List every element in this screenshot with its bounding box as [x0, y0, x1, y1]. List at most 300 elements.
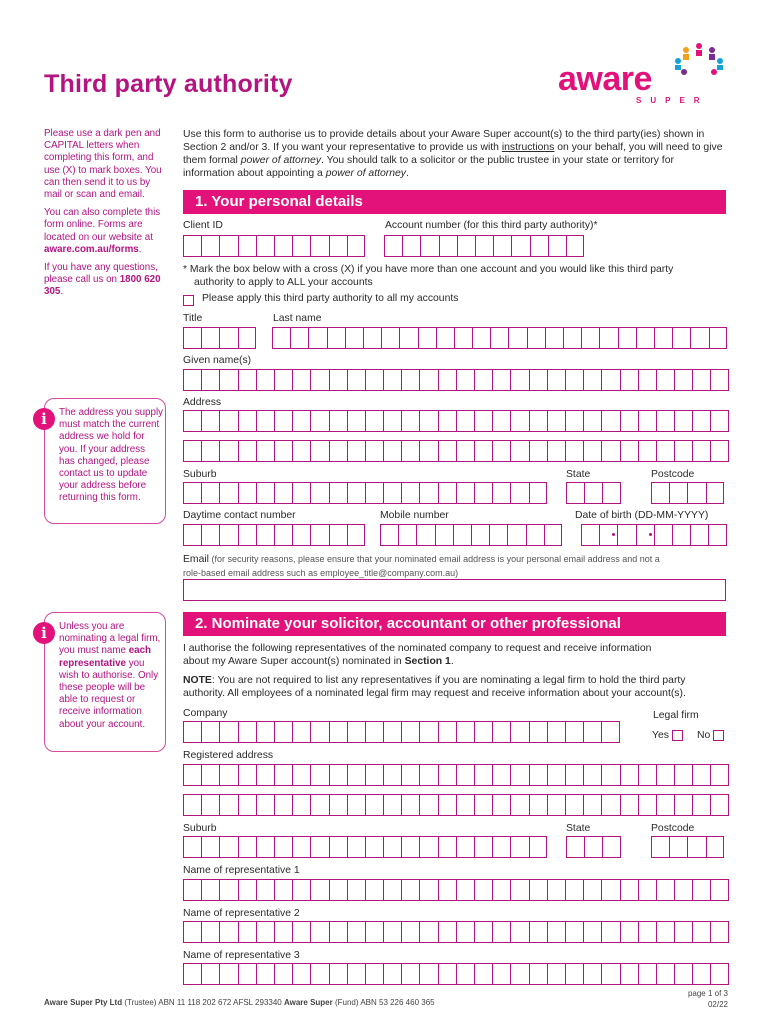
character-box[interactable]: [292, 410, 310, 432]
character-box[interactable]: [529, 410, 547, 432]
character-box[interactable]: [436, 327, 454, 349]
character-box[interactable]: [183, 327, 201, 349]
character-box[interactable]: [383, 921, 401, 943]
character-box[interactable]: [292, 764, 310, 786]
character-box[interactable]: [706, 482, 724, 504]
character-box[interactable]: [474, 879, 492, 901]
character-box[interactable]: [365, 879, 383, 901]
character-box[interactable]: [530, 235, 548, 257]
character-box[interactable]: [401, 369, 419, 391]
character-box[interactable]: [656, 879, 674, 901]
character-box[interactable]: [238, 410, 256, 432]
character-box[interactable]: [654, 524, 672, 546]
client-id-boxes[interactable]: [183, 235, 365, 257]
character-box[interactable]: [583, 794, 601, 816]
representative-2-boxes[interactable]: [183, 921, 729, 943]
character-box[interactable]: [601, 721, 619, 743]
character-box[interactable]: [219, 764, 237, 786]
character-box[interactable]: [529, 369, 547, 391]
character-box[interactable]: [438, 369, 456, 391]
character-box[interactable]: [310, 524, 328, 546]
character-box[interactable]: [329, 482, 347, 504]
character-box[interactable]: [492, 879, 510, 901]
character-box[interactable]: [638, 764, 656, 786]
character-box[interactable]: [510, 410, 528, 432]
character-box[interactable]: [583, 764, 601, 786]
character-box[interactable]: [706, 836, 724, 858]
character-box[interactable]: [274, 369, 292, 391]
character-box[interactable]: [674, 410, 692, 432]
character-box[interactable]: [219, 235, 237, 257]
character-box[interactable]: [529, 794, 547, 816]
character-box[interactable]: [419, 440, 437, 462]
character-box[interactable]: [201, 327, 219, 349]
character-box[interactable]: [547, 963, 565, 985]
address-line-1-boxes[interactable]: [183, 410, 729, 432]
character-box[interactable]: [310, 235, 328, 257]
character-box[interactable]: [456, 921, 474, 943]
character-box[interactable]: [651, 482, 669, 504]
character-box[interactable]: [183, 369, 201, 391]
character-box[interactable]: [709, 327, 727, 349]
character-box[interactable]: [310, 369, 328, 391]
character-box[interactable]: [201, 410, 219, 432]
character-box[interactable]: [474, 482, 492, 504]
character-box[interactable]: [292, 440, 310, 462]
character-box[interactable]: [583, 369, 601, 391]
character-box[interactable]: [201, 963, 219, 985]
character-box[interactable]: [329, 235, 347, 257]
character-box[interactable]: [183, 721, 201, 743]
given-names-boxes[interactable]: [183, 369, 729, 391]
character-box[interactable]: [329, 721, 347, 743]
representative-1-boxes[interactable]: [183, 879, 729, 901]
character-box[interactable]: [565, 721, 583, 743]
character-box[interactable]: [347, 440, 365, 462]
character-box[interactable]: [687, 482, 705, 504]
character-box[interactable]: [401, 879, 419, 901]
character-box[interactable]: [510, 836, 528, 858]
registered-address-line-1-boxes[interactable]: [183, 764, 729, 786]
character-box[interactable]: [492, 369, 510, 391]
character-box[interactable]: [510, 721, 528, 743]
character-box[interactable]: [692, 369, 710, 391]
character-box[interactable]: [183, 836, 201, 858]
character-box[interactable]: [438, 963, 456, 985]
character-box[interactable]: [529, 963, 547, 985]
address-line-2-boxes[interactable]: [183, 440, 729, 462]
character-box[interactable]: [419, 482, 437, 504]
character-box[interactable]: [347, 963, 365, 985]
company-postcode-boxes[interactable]: [651, 836, 724, 858]
character-box[interactable]: [507, 524, 525, 546]
character-box[interactable]: [583, 721, 601, 743]
character-box[interactable]: [656, 794, 674, 816]
character-box[interactable]: [256, 369, 274, 391]
character-box[interactable]: [674, 369, 692, 391]
character-box[interactable]: [256, 794, 274, 816]
character-box[interactable]: [490, 327, 508, 349]
character-box[interactable]: [256, 482, 274, 504]
legal-firm-yes-checkbox[interactable]: [672, 728, 683, 746]
character-box[interactable]: [310, 410, 328, 432]
character-box[interactable]: [365, 482, 383, 504]
character-box[interactable]: [238, 879, 256, 901]
character-box[interactable]: [439, 235, 457, 257]
character-box[interactable]: [529, 440, 547, 462]
character-box[interactable]: [566, 235, 584, 257]
character-box[interactable]: [456, 963, 474, 985]
character-box[interactable]: [292, 836, 310, 858]
character-box[interactable]: [310, 440, 328, 462]
character-box[interactable]: [435, 524, 453, 546]
character-box[interactable]: [453, 524, 471, 546]
character-box[interactable]: [583, 921, 601, 943]
character-box[interactable]: [238, 524, 256, 546]
character-box[interactable]: [617, 524, 635, 546]
character-box[interactable]: [183, 879, 201, 901]
character-box[interactable]: [201, 482, 219, 504]
character-box[interactable]: [566, 836, 584, 858]
character-box[interactable]: [238, 327, 256, 349]
character-box[interactable]: [602, 482, 620, 504]
character-box[interactable]: [238, 369, 256, 391]
character-box[interactable]: [674, 764, 692, 786]
character-box[interactable]: [669, 836, 687, 858]
character-box[interactable]: [636, 327, 654, 349]
character-box[interactable]: [401, 963, 419, 985]
character-box[interactable]: [219, 721, 237, 743]
character-box[interactable]: [274, 524, 292, 546]
character-box[interactable]: [345, 327, 363, 349]
character-box[interactable]: [601, 794, 619, 816]
character-box[interactable]: [674, 879, 692, 901]
character-box[interactable]: [529, 879, 547, 901]
character-box[interactable]: [710, 440, 728, 462]
character-box[interactable]: [547, 410, 565, 432]
character-box[interactable]: [401, 410, 419, 432]
character-box[interactable]: [329, 524, 347, 546]
character-box[interactable]: [272, 327, 290, 349]
character-box[interactable]: [329, 440, 347, 462]
registered-address-line-2-boxes[interactable]: [183, 794, 729, 816]
character-box[interactable]: [183, 524, 201, 546]
character-box[interactable]: [510, 879, 528, 901]
date-of-birth-boxes[interactable]: [581, 524, 727, 546]
character-box[interactable]: [456, 879, 474, 901]
character-box[interactable]: [687, 836, 705, 858]
character-box[interactable]: [219, 524, 237, 546]
character-box[interactable]: [492, 836, 510, 858]
character-box[interactable]: [292, 794, 310, 816]
character-box[interactable]: [238, 721, 256, 743]
character-box[interactable]: [510, 764, 528, 786]
character-box[interactable]: [419, 794, 437, 816]
character-box[interactable]: [620, 963, 638, 985]
character-box[interactable]: [438, 440, 456, 462]
character-box[interactable]: [416, 524, 434, 546]
character-box[interactable]: [347, 764, 365, 786]
character-box[interactable]: [292, 879, 310, 901]
character-box[interactable]: [327, 327, 345, 349]
character-box[interactable]: [692, 879, 710, 901]
character-box[interactable]: [583, 410, 601, 432]
character-box[interactable]: [183, 963, 201, 985]
character-box[interactable]: [620, 369, 638, 391]
character-box[interactable]: [347, 524, 365, 546]
character-box[interactable]: [347, 410, 365, 432]
character-box[interactable]: [292, 963, 310, 985]
character-box[interactable]: [438, 836, 456, 858]
character-box[interactable]: [690, 524, 708, 546]
character-box[interactable]: [438, 410, 456, 432]
character-box[interactable]: [329, 369, 347, 391]
daytime-number-boxes[interactable]: [183, 524, 365, 546]
character-box[interactable]: [363, 327, 381, 349]
character-box[interactable]: [474, 440, 492, 462]
character-box[interactable]: [457, 235, 475, 257]
character-box[interactable]: [710, 794, 728, 816]
character-box[interactable]: [419, 369, 437, 391]
character-box[interactable]: [383, 410, 401, 432]
character-box[interactable]: [656, 764, 674, 786]
character-box[interactable]: [201, 879, 219, 901]
character-box[interactable]: [638, 879, 656, 901]
character-box[interactable]: [620, 440, 638, 462]
character-box[interactable]: [402, 235, 420, 257]
character-box[interactable]: [620, 794, 638, 816]
character-box[interactable]: [365, 836, 383, 858]
character-box[interactable]: [219, 482, 237, 504]
character-box[interactable]: [238, 921, 256, 943]
character-box[interactable]: [601, 410, 619, 432]
company-boxes[interactable]: [183, 721, 620, 743]
character-box[interactable]: [183, 794, 201, 816]
character-box[interactable]: [383, 440, 401, 462]
character-box[interactable]: [365, 440, 383, 462]
character-box[interactable]: [656, 440, 674, 462]
apply-all-checkbox[interactable]: [183, 293, 194, 311]
character-box[interactable]: [456, 721, 474, 743]
character-box[interactable]: [672, 524, 690, 546]
character-box[interactable]: [584, 482, 602, 504]
character-box[interactable]: [672, 327, 690, 349]
character-box[interactable]: [274, 879, 292, 901]
character-box[interactable]: [418, 327, 436, 349]
character-box[interactable]: [601, 879, 619, 901]
character-box[interactable]: [511, 235, 529, 257]
character-box[interactable]: [510, 963, 528, 985]
character-box[interactable]: [201, 369, 219, 391]
character-box[interactable]: [584, 836, 602, 858]
character-box[interactable]: [292, 482, 310, 504]
character-box[interactable]: [674, 794, 692, 816]
character-box[interactable]: [599, 327, 617, 349]
character-box[interactable]: [638, 410, 656, 432]
character-box[interactable]: [674, 440, 692, 462]
character-box[interactable]: [219, 440, 237, 462]
character-box[interactable]: [620, 921, 638, 943]
character-box[interactable]: [419, 721, 437, 743]
character-box[interactable]: [510, 482, 528, 504]
character-box[interactable]: [238, 440, 256, 462]
character-box[interactable]: [601, 764, 619, 786]
character-box[interactable]: [710, 963, 728, 985]
last-name-boxes[interactable]: [272, 327, 727, 349]
character-box[interactable]: [656, 369, 674, 391]
character-box[interactable]: [238, 963, 256, 985]
account-number-boxes[interactable]: [384, 235, 584, 257]
character-box[interactable]: [456, 369, 474, 391]
character-box[interactable]: [526, 524, 544, 546]
character-box[interactable]: [601, 921, 619, 943]
character-box[interactable]: [219, 794, 237, 816]
character-box[interactable]: [201, 764, 219, 786]
character-box[interactable]: [510, 440, 528, 462]
representative-3-boxes[interactable]: [183, 963, 729, 985]
character-box[interactable]: [256, 524, 274, 546]
character-box[interactable]: [329, 879, 347, 901]
character-box[interactable]: [329, 836, 347, 858]
character-box[interactable]: [256, 440, 274, 462]
character-box[interactable]: [508, 327, 526, 349]
character-box[interactable]: [219, 410, 237, 432]
character-box[interactable]: [474, 794, 492, 816]
character-box[interactable]: [529, 721, 547, 743]
postcode-boxes[interactable]: [651, 482, 724, 504]
character-box[interactable]: [274, 794, 292, 816]
suburb-boxes[interactable]: [183, 482, 547, 504]
character-box[interactable]: [310, 921, 328, 943]
character-box[interactable]: [290, 327, 308, 349]
character-box[interactable]: [219, 836, 237, 858]
character-box[interactable]: [183, 235, 201, 257]
character-box[interactable]: [201, 794, 219, 816]
character-box[interactable]: [474, 764, 492, 786]
character-box[interactable]: [474, 410, 492, 432]
character-box[interactable]: [581, 327, 599, 349]
character-box[interactable]: [365, 921, 383, 943]
character-box[interactable]: [669, 482, 687, 504]
character-box[interactable]: [274, 482, 292, 504]
character-box[interactable]: [183, 764, 201, 786]
character-box[interactable]: [383, 963, 401, 985]
character-box[interactable]: [183, 482, 201, 504]
character-box[interactable]: [692, 921, 710, 943]
character-box[interactable]: [456, 794, 474, 816]
character-box[interactable]: [656, 963, 674, 985]
character-box[interactable]: [292, 721, 310, 743]
character-box[interactable]: [692, 410, 710, 432]
character-box[interactable]: [566, 482, 584, 504]
character-box[interactable]: [219, 327, 237, 349]
character-box[interactable]: [419, 963, 437, 985]
character-box[interactable]: [256, 836, 274, 858]
character-box[interactable]: [547, 721, 565, 743]
character-box[interactable]: [692, 440, 710, 462]
character-box[interactable]: [365, 369, 383, 391]
character-box[interactable]: [310, 963, 328, 985]
character-box[interactable]: [383, 369, 401, 391]
character-box[interactable]: [292, 921, 310, 943]
character-box[interactable]: [310, 879, 328, 901]
character-box[interactable]: [219, 879, 237, 901]
character-box[interactable]: [565, 794, 583, 816]
character-box[interactable]: [620, 879, 638, 901]
title-boxes[interactable]: [183, 327, 256, 349]
character-box[interactable]: [493, 235, 511, 257]
character-box[interactable]: [347, 369, 365, 391]
character-box[interactable]: [201, 721, 219, 743]
character-box[interactable]: [183, 410, 201, 432]
character-box[interactable]: [654, 327, 672, 349]
character-box[interactable]: [638, 921, 656, 943]
character-box[interactable]: [401, 482, 419, 504]
character-box[interactable]: [420, 235, 438, 257]
character-box[interactable]: [565, 764, 583, 786]
character-box[interactable]: [565, 921, 583, 943]
character-box[interactable]: [256, 410, 274, 432]
character-box[interactable]: [581, 524, 599, 546]
character-box[interactable]: [201, 921, 219, 943]
character-box[interactable]: [638, 794, 656, 816]
character-box[interactable]: [256, 963, 274, 985]
character-box[interactable]: [474, 369, 492, 391]
company-state-boxes[interactable]: [566, 836, 621, 858]
company-suburb-boxes[interactable]: [183, 836, 547, 858]
character-box[interactable]: [638, 369, 656, 391]
phone-number[interactable]: 1800 620 305: [44, 274, 161, 298]
character-box[interactable]: [492, 440, 510, 462]
character-box[interactable]: [365, 963, 383, 985]
character-box[interactable]: [527, 327, 545, 349]
character-box[interactable]: [308, 327, 326, 349]
character-box[interactable]: [456, 410, 474, 432]
character-box[interactable]: [690, 327, 708, 349]
character-box[interactable]: [219, 369, 237, 391]
character-box[interactable]: [456, 440, 474, 462]
character-box[interactable]: [456, 836, 474, 858]
character-box[interactable]: [274, 963, 292, 985]
character-box[interactable]: [583, 963, 601, 985]
character-box[interactable]: [620, 764, 638, 786]
character-box[interactable]: [474, 721, 492, 743]
character-box[interactable]: [456, 482, 474, 504]
character-box[interactable]: [563, 327, 581, 349]
character-box[interactable]: [601, 369, 619, 391]
character-box[interactable]: [401, 440, 419, 462]
character-box[interactable]: [544, 524, 562, 546]
character-box[interactable]: [438, 721, 456, 743]
character-box[interactable]: [274, 921, 292, 943]
character-box[interactable]: [292, 524, 310, 546]
character-box[interactable]: [274, 721, 292, 743]
character-box[interactable]: [383, 836, 401, 858]
character-box[interactable]: [492, 482, 510, 504]
character-box[interactable]: [547, 921, 565, 943]
character-box[interactable]: [454, 327, 472, 349]
character-box[interactable]: [274, 235, 292, 257]
character-box[interactable]: [329, 921, 347, 943]
character-box[interactable]: [310, 482, 328, 504]
character-box[interactable]: [492, 794, 510, 816]
character-box[interactable]: [529, 764, 547, 786]
character-box[interactable]: [383, 764, 401, 786]
email-input[interactable]: [183, 579, 726, 601]
character-box[interactable]: [419, 879, 437, 901]
character-box[interactable]: [545, 327, 563, 349]
character-box[interactable]: [347, 836, 365, 858]
